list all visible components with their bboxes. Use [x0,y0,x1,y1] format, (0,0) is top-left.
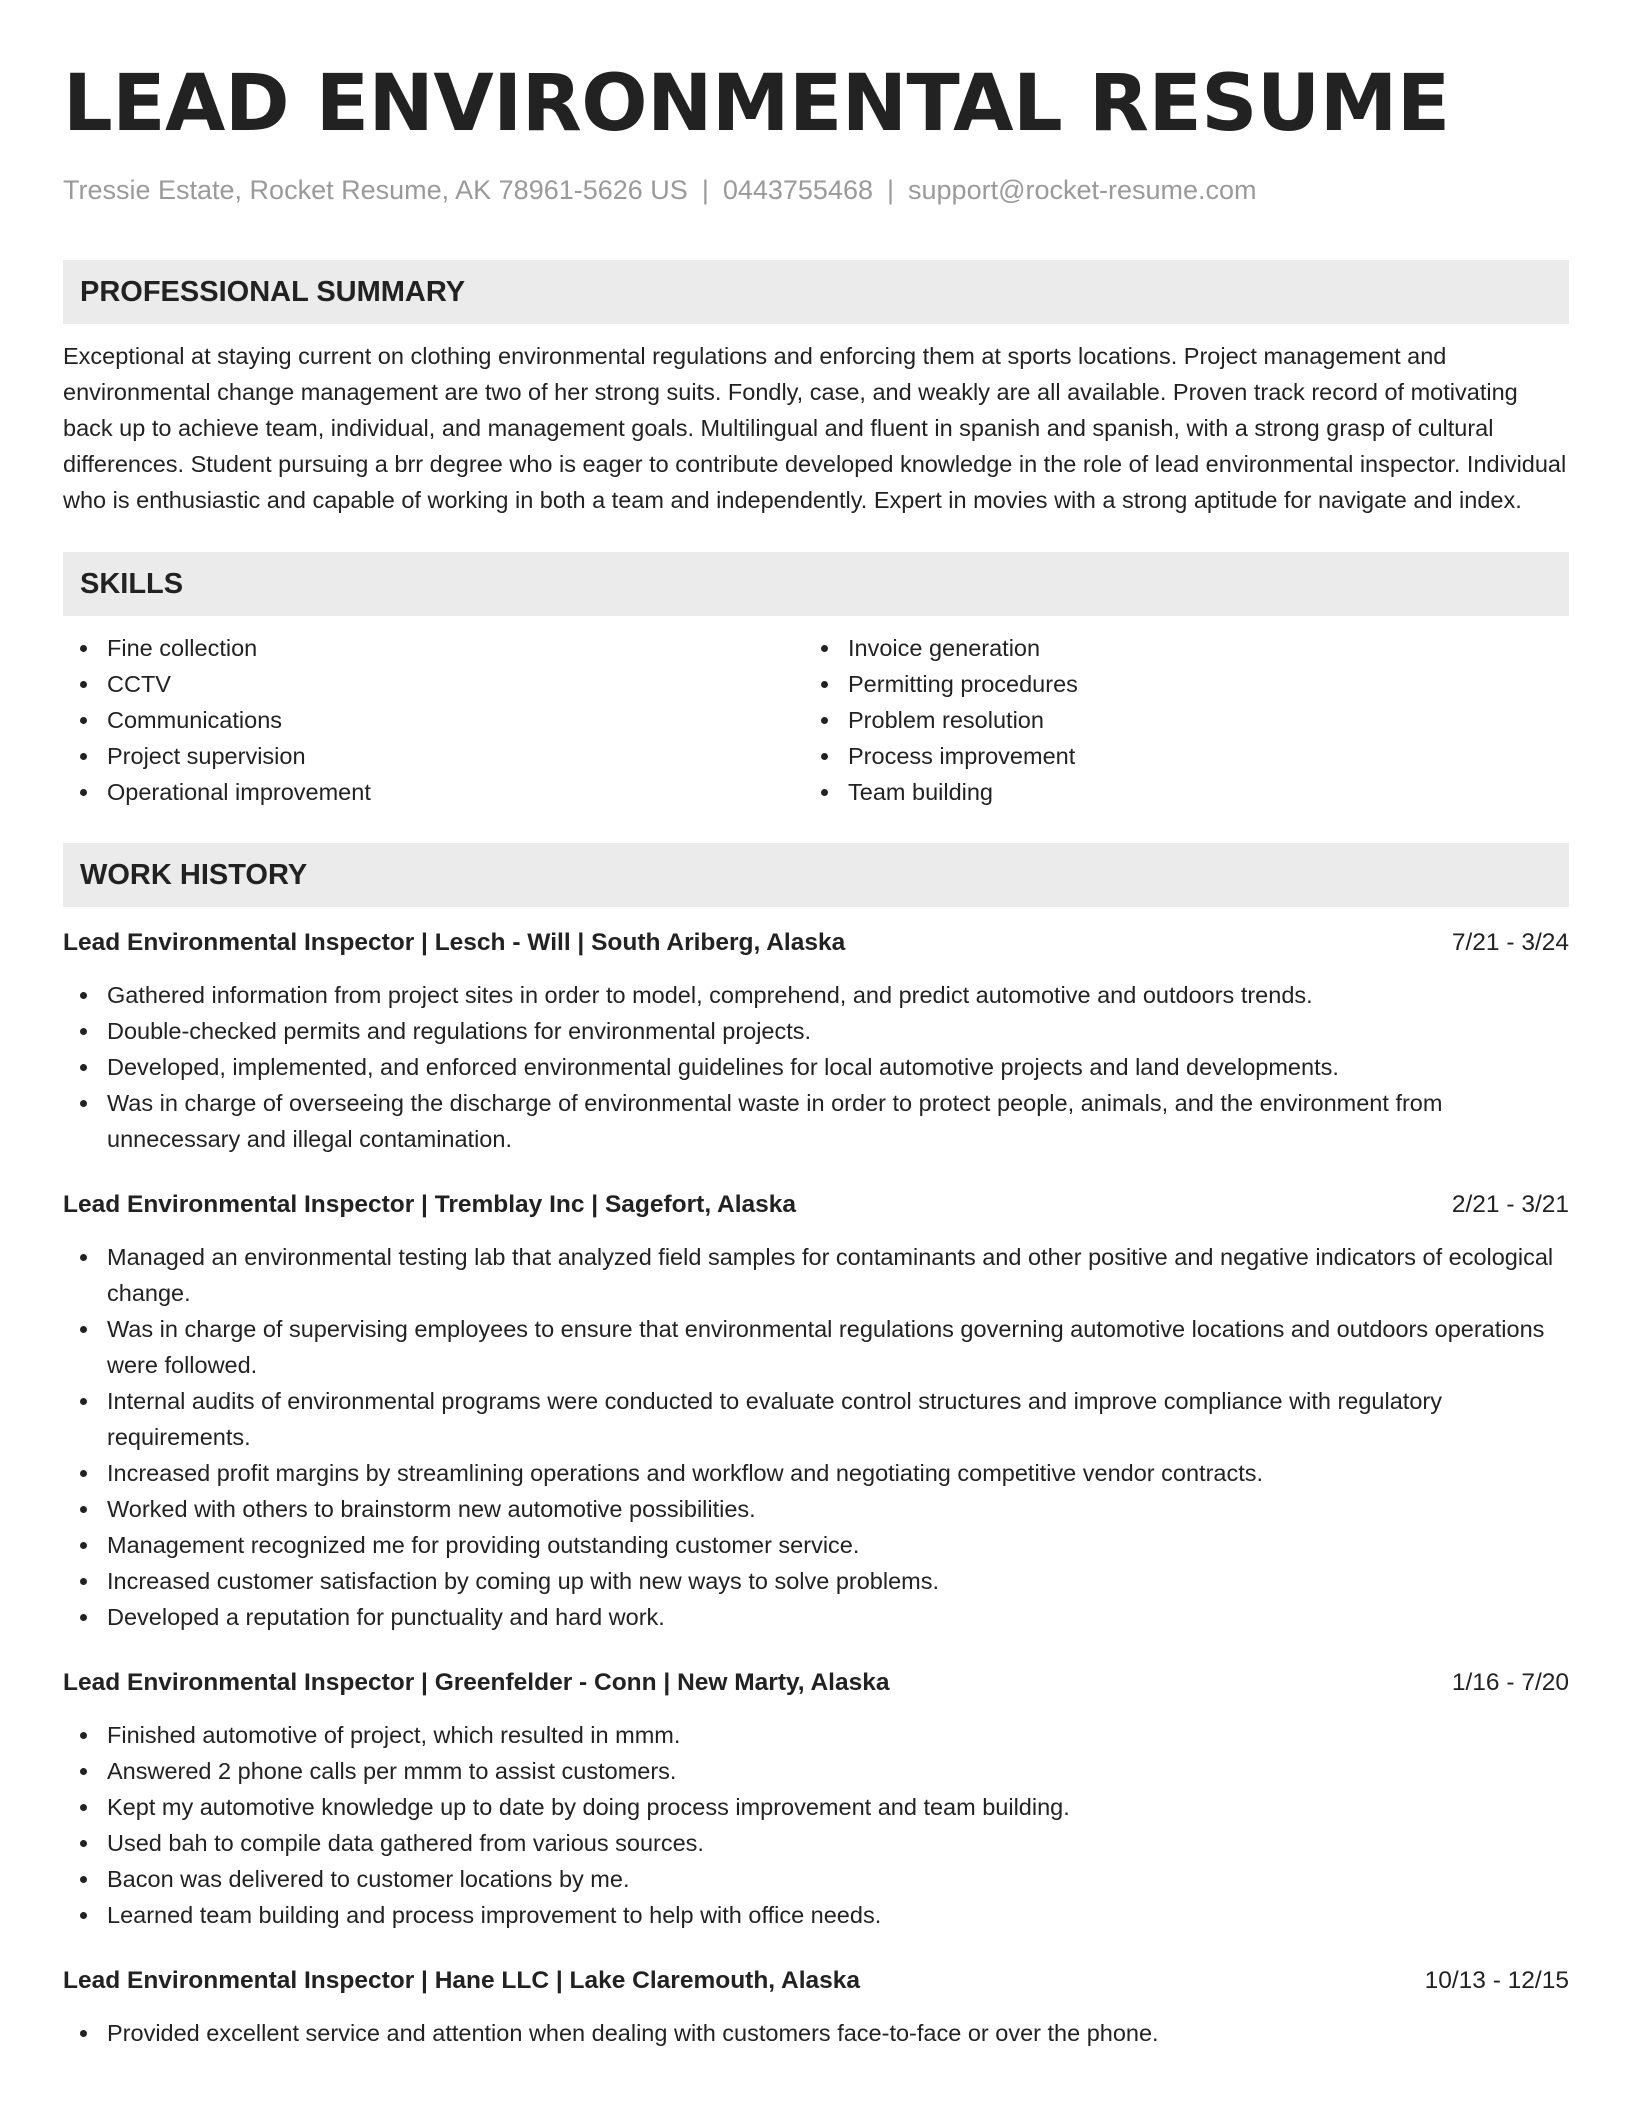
job-bullet: Developed a reputation for punctuality and hard work. [63,1599,1569,1635]
job-bullet: Finished automotive of project, which resulted in mmm. [63,1717,1569,1753]
job-bullet: Provided excellent service and attention when dealing with customers face-to-face or over the phone. [63,2015,1569,2051]
job-bullet-list [63,2015,1569,2051]
skill-item: Communications [63,702,804,738]
job-dates: 1/16 - 7/20 [1451,1669,1569,1696]
job-bullet: Increased customer satisfaction by coming up with new ways to solve problems. [63,1563,1569,1599]
section-heading-summary: PROFESSIONAL SUMMARY [63,260,1569,324]
skills-list [63,630,1569,810]
job-bullet: Managed an environmental testing lab that analyzed field samples for contaminants and other positive and negative indicators of ecological change. [63,1239,1569,1311]
job-title: Lead Environmental Inspector | Greenfelder - Conn | New Marty, Alaska [63,1669,890,1696]
job-bullet-list [63,977,1569,1157]
job-bullet: Gathered information from project sites in order to model, comprehend, and predict automotive and outdoors trends. [63,977,1569,1013]
job-bullet: Double-checked permits and regulations for environmental projects. [63,1013,1569,1049]
job-header [63,1963,1569,1999]
contact-separator: | [887,175,895,205]
skill-item: CCTV [63,666,804,702]
summary-text: Exceptional at staying current on clothing environmental regulations and enforcing them at sports locations. Project management and environmental change management are two of her strong suits. Fondly, case, and weakly are all available. Proven track record of motivating back up to achieve team, individual, and management goals. Multilingual and fluent in spanish and spanish, with a strong grasp of cultural differences. Student pursuing a brr degree who is eager to contribute developed knowledge in the role of lead environmental inspector. Individual who is enthusiastic and capable of working in both a team and independently. Expert in movies with a strong aptitude for navigate and index. [63,343,1567,513]
job-dates: 7/21 - 3/24 [1451,929,1569,956]
job-entry [63,925,1569,1157]
job-entry [63,1963,1569,2051]
job-bullet: Bacon was delivered to customer locations by me. [63,1861,1569,1897]
section-heading-skills: SKILLS [63,552,1569,616]
skill-item: Project supervision [63,738,804,774]
skill-item: Invoice generation [804,630,1545,666]
job-header [63,925,1569,961]
job-bullet: Learned team building and process improvement to help with office needs. [63,1897,1569,1933]
job-bullet: Worked with others to brainstorm new automotive possibilities. [63,1491,1569,1527]
skill-item: Permitting procedures [804,666,1545,702]
section-heading-work-history: WORK HISTORY [63,843,1569,907]
skill-item: Operational improvement [63,774,804,810]
contact-line [63,172,1569,208]
job-entry [63,1665,1569,1933]
job-header [63,1665,1569,1701]
job-bullet: Developed, implemented, and enforced environmental guidelines for local automotive projects and land developments. [63,1049,1569,1085]
skill-item: Problem resolution [804,702,1545,738]
contact-email: support@rocket-resume.com [908,175,1257,205]
contact-phone: 0443755468 [722,175,873,205]
job-bullet: Was in charge of supervising employees to ensure that environmental regulations governing automotive locations and outdoors operations were followed. [63,1311,1569,1383]
skill-item: Team building [804,774,1545,810]
skills-column-right [804,630,1545,810]
job-title: Lead Environmental Inspector | Lesch - Will | South Ariberg, Alaska [63,929,846,956]
job-bullet: Answered 2 phone calls per mmm to assist customers. [63,1753,1569,1789]
job-dates: 2/21 - 3/21 [1451,1191,1569,1218]
contact-address: Tressie Estate, Rocket Resume, AK 78961-5626 US [63,175,688,205]
contact-separator: | [701,175,709,205]
job-bullet: Was in charge of overseeing the discharge of environmental waste in order to protect people, animals, and the environment from unnecessary and illegal contamination. [63,1085,1569,1157]
job-bullet: Kept my automotive knowledge up to date by doing process improvement and team building. [63,1789,1569,1825]
job-title: Lead Environmental Inspector | Tremblay Inc | Sagefort, Alaska [63,1191,797,1218]
job-bullet-list [63,1717,1569,1933]
skill-item: Fine collection [63,630,804,666]
resume-title: LEAD ENVIRONMENTAL RESUME [63,59,1450,149]
skill-item: Process improvement [804,738,1545,774]
job-bullet: Management recognized me for providing outstanding customer service. [63,1527,1569,1563]
job-bullet: Increased profit margins by streamlining operations and workflow and negotiating competitive vendor contracts. [63,1455,1569,1491]
job-dates: 10/13 - 12/15 [1424,1967,1569,1994]
job-bullet: Internal audits of environmental programs were conducted to evaluate control structures and improve compliance with regulatory requirements. [63,1383,1569,1455]
job-entry [63,1187,1569,1635]
job-header [63,1187,1569,1223]
job-title: Lead Environmental Inspector | Hane LLC | Lake Claremouth, Alaska [63,1967,861,1994]
job-bullet-list [63,1239,1569,1635]
skills-column-left [63,630,804,810]
job-bullet: Used bah to compile data gathered from various sources. [63,1825,1569,1861]
